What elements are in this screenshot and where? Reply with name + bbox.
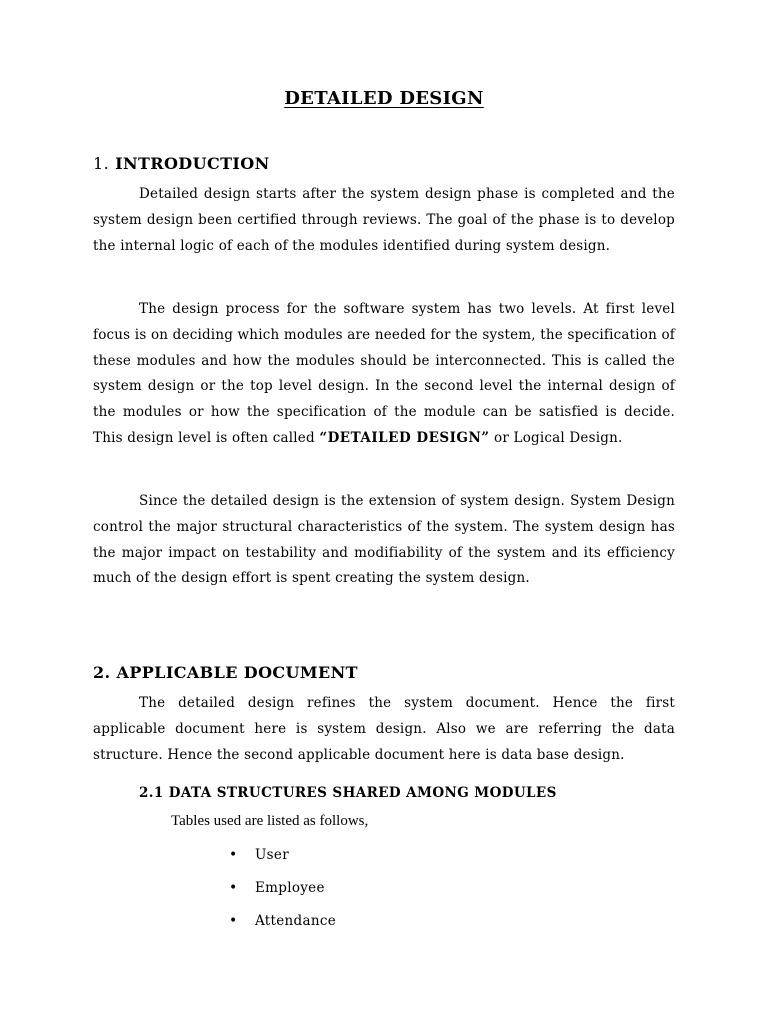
intro-paragraph-1: Detailed design starts after the system design phase is completed and the system design been certified through reviews. The goal of the phase is to develop the internal logic of each of the modules identified during system design. [93,186,675,254]
subsection-2-1-heading: 2.1 DATA STRUCTURES SHARED AMONG MODULES [139,785,557,801]
section-2-title: APPLICABLE DOCUMENT [116,663,358,682]
tables-intro-text: Tables used are listed as follows, [171,813,369,829]
bullet-icon: • [229,913,238,929]
intro-paragraph-2-text: The design process for the software system has two levels. At first level focus is on deciding which modules are needed for the system, the specification of these modules and how the modules should be interconnected. This is called the system design or the top level design. In the second level the internal design of the modules or how the specification of the module can be satisfied is decide. This design level is often called [93,301,675,446]
bullet-icon: • [229,847,238,863]
list-item-label: User [255,847,289,863]
section-2-number: 2. [93,663,111,682]
list-item [229,842,336,875]
document-title: DETAILED DESIGN [284,88,484,109]
section-1-number: 1. [93,154,110,173]
list-item [229,908,336,941]
list-item [229,875,336,908]
section-1-title: INTRODUCTION [115,154,270,173]
applicable-document-paragraph: The detailed design refines the system document. Hence the first applicable document here is system design. Also we are referring the data structure. Hence the second applicable document here is data base design. [93,695,675,763]
bullet-icon: • [229,880,238,896]
section-2-heading [93,663,358,682]
intro-paragraph-2 [93,297,675,452]
list-item-label: Attendance [255,913,336,929]
tables-list [229,842,336,941]
intro-paragraph-3: Since the detailed design is the extension of system design. System Design control the major structural characteristics of the system. The system design has the major impact on testability and modifiability of the system and its efficiency much of the design effort is spent creating the system design. [93,493,675,587]
detailed-design-emphasis: “DETAILED DESIGN” [319,429,490,446]
intro-paragraph-2-tail: or Logical Design. [489,429,623,446]
section-1-heading [93,154,270,173]
list-item-label: Employee [255,880,325,896]
